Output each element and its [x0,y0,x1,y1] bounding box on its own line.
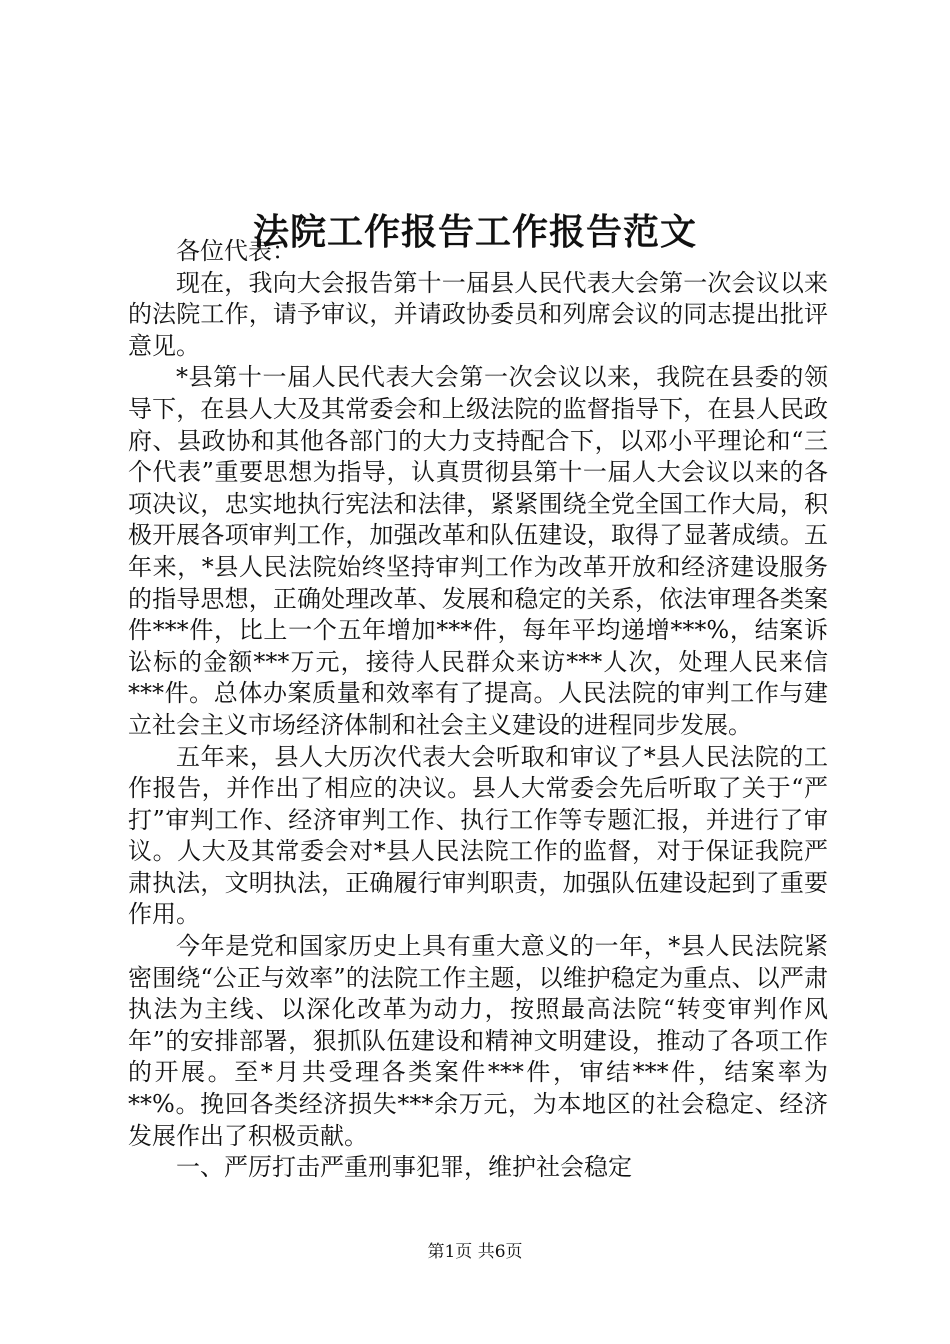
document-title: 法院工作报告工作报告范文 [252,211,697,254]
achievements-paragraph: *县第十一届人民代表大会第一次会议以来，我院在县委的领导下，在县人大及其常委会和上级法院的监督指导下，在县人民政府、县政协和其他各部门的大力支持配合下，以邓小平理论和“三个代表”重要思想为指导，认真贯彻县第十一届人大会议以来的各项决议，忠实地执行宪法和法律，紧紧围绕全党全国工作大局，积极开展各项审判工作，加强改革和队伍建设，取得了显著成绩。五年来，*县人民法院始终坚持审判工作为改革开放和经济建设服务的指导思想，正确处理改革、发展和稳定的关系，依法审理各类案件***件，比上一个五年增加***件，每年平均递增***%，结案诉讼标的金额***万元，接待人民群众来访***人次，处理人民来信***件。总体办案质量和效率有了提高。人民法院的审判工作与建立社会主义市场经济体制和社会主义建设的进程同步发展。 [128,363,828,739]
page-footer: 第1页 共6页 [427,1242,523,1262]
section-heading-1: 一、严厉打击严重刑事犯罪，维护社会稳定 [176,1153,632,1182]
this-year-paragraph: 今年是党和国家历史上具有重大意义的一年，*县人民法院紧密围绕“公正与效率”的法院工作主题，以维护稳定为重点、以严肃执法为主线、以深化改革为动力，按照最高法院“转变审判作风年”的安排部署，狠抓队伍建设和精神文明建设，推动了各项工作的开展。至*月共受理各类案件***件，审结***件，结案率为**%。挽回各类经济损失***余万元，为本地区的社会稳定、经济发展作出了积极贡献。 [128,932,828,1150]
supervision-paragraph: 五年来，县人大历次代表大会听取和审议了*县人民法院的工作报告，并作出了相应的决议。县人大常委会先后听取了关于“严打”审判工作、经济审判工作、执行工作等专题汇报，并进行了审议。人大及其常委会对*县人民法院工作的监督，对于保证我院严肃执法，文明执法，正确履行审判职责，加强队伍建设起到了重要作用。 [128,742,828,929]
intro-paragraph: 现在，我向大会报告第十一届县人民代表大会第一次会议以来的法院工作，请予审议，并请政协委员和列席会议的同志提出批评意见。 [128,268,828,360]
document-body [128,236,828,1184]
salutation-paragraph: 各位代表： [176,237,296,265]
